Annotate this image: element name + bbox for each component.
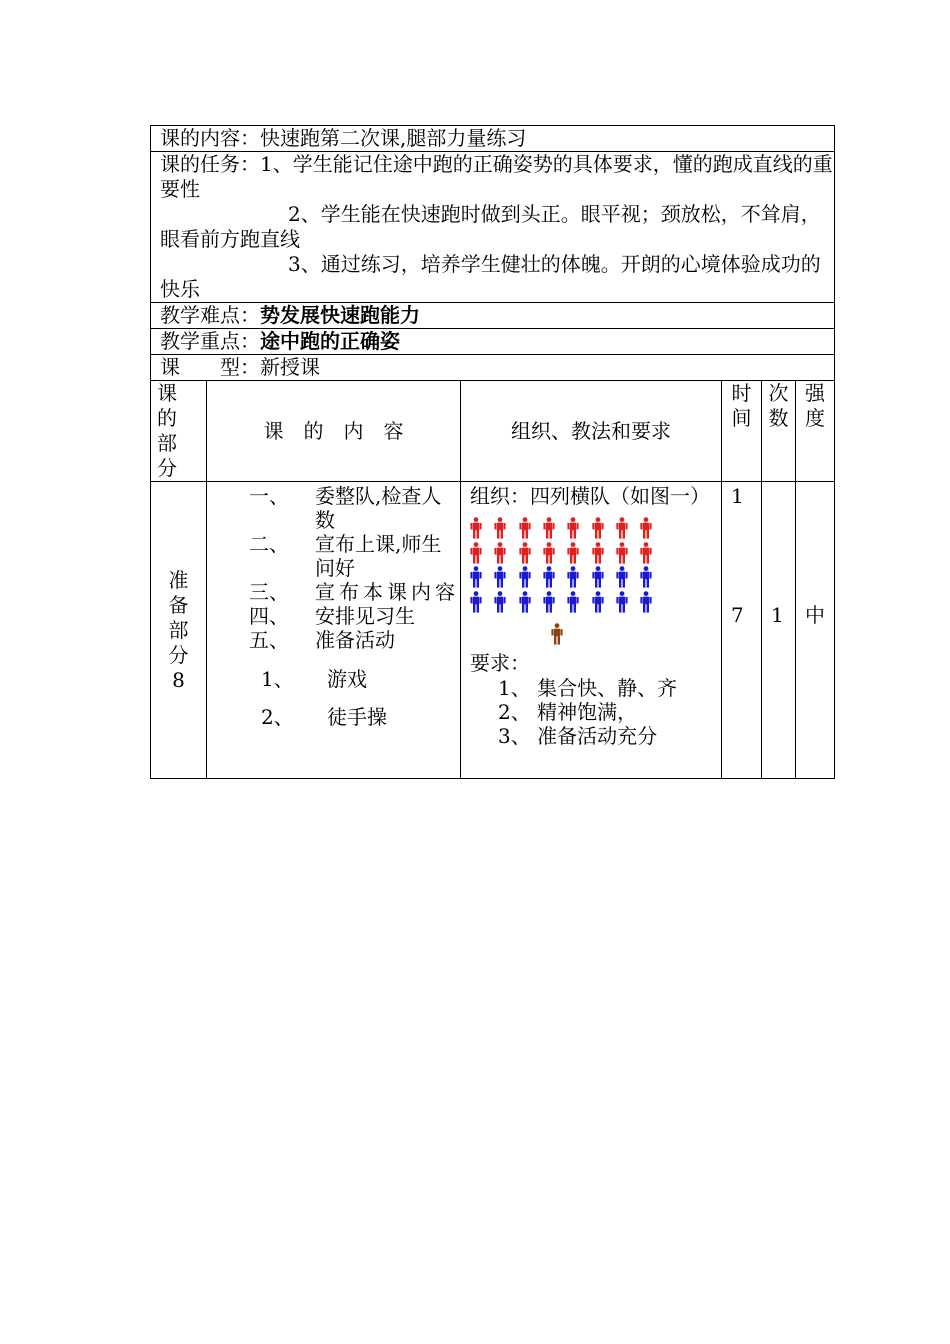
girl-student-icon: [592, 542, 604, 564]
header-count: [762, 381, 796, 482]
requirement-item: 2、 精神饱满，: [498, 700, 638, 724]
girl-student-icon: [543, 517, 555, 539]
boy-student-icon: [494, 566, 506, 588]
task-1: 1、学生能记住途中跑的正确姿势的具体要求，懂的跑成直线的重要性: [160, 152, 833, 201]
girl-student-icon: [519, 542, 531, 564]
list-item-text: 宣布上课,师生问好: [315, 532, 442, 580]
list-item-number: 五、: [249, 628, 289, 652]
list-item: [249, 532, 460, 580]
key-label: 教学重点：: [160, 329, 260, 353]
requirements-label: 要求：: [470, 651, 530, 675]
header-content: 课 的 内 容: [207, 381, 461, 482]
row-content: [151, 126, 835, 152]
count-value: 1: [771, 603, 784, 627]
list-item: [217, 698, 460, 736]
list-item-text: 宣布本课内容: [315, 580, 459, 604]
difficulty-value: 势发展快速跑能力: [260, 303, 420, 327]
header-intensity-char: 度: [805, 406, 826, 430]
requirements-list: [470, 676, 721, 748]
row-type: [151, 355, 835, 381]
key-value: 途中跑的正确姿: [260, 329, 400, 353]
prep-part: [151, 482, 207, 779]
header-intensity-char: 强: [805, 381, 826, 405]
list-item: [249, 628, 460, 652]
list-item-number: 四、: [249, 604, 289, 628]
row-difficulty: [151, 303, 835, 329]
boy-student-icon: [470, 591, 482, 613]
boy-student-icon: [567, 566, 579, 588]
boy-student-icon: [616, 566, 628, 588]
list-item-number: 一、: [249, 484, 289, 508]
boy-student-icon: [543, 591, 555, 613]
list-item-number: 1、: [261, 667, 294, 691]
girl-student-icon: [616, 542, 628, 564]
girl-student-icon: [494, 517, 506, 539]
time-value-top: 1: [731, 484, 744, 508]
header-time-char: 时: [731, 381, 752, 405]
row-preparation: [151, 482, 835, 779]
list-item-number: 2、: [261, 705, 294, 729]
time-value-bottom: 7: [731, 603, 744, 627]
girl-student-icon: [543, 542, 555, 564]
boy-student-icon: [519, 566, 531, 588]
row-tasks: [151, 152, 835, 303]
prep-content: [207, 482, 461, 779]
requirement-item: 1、 集合快、静、齐: [498, 676, 678, 700]
teacher-icon: [551, 623, 563, 645]
header-count-char: 次: [768, 381, 789, 405]
list-item-text: 徒手操: [327, 705, 387, 729]
girl-student-icon: [519, 517, 531, 539]
content-label: 课的内容：: [160, 126, 260, 150]
type-label: 课 型：: [160, 355, 260, 379]
prep-intensity: [796, 482, 835, 779]
girl-student-icon: [494, 542, 506, 564]
task-2: 2、学生能在快速跑时做到头正。眼平视；颈放松，不耸肩，眼看前方跑直线: [160, 202, 821, 251]
list-item: [249, 484, 460, 532]
boy-student-icon: [494, 591, 506, 613]
list-item-number: 三、: [249, 580, 289, 604]
formation-diagram: [470, 511, 720, 651]
header-count-char: 数: [768, 406, 789, 430]
list-item-text: 安排见习生: [315, 604, 415, 628]
row-column-headers: [151, 381, 835, 482]
boy-student-icon: [592, 591, 604, 613]
row-key-point: [151, 329, 835, 355]
list-item-number: 二、: [249, 532, 289, 556]
prep-time: [722, 482, 762, 779]
boy-student-icon: [567, 591, 579, 613]
content-value: 快速跑第二次课,腿部力量练习: [260, 126, 527, 150]
girl-student-icon: [567, 542, 579, 564]
boy-student-icon: [519, 591, 531, 613]
header-part: [151, 381, 207, 482]
header-part-char: 分: [157, 456, 177, 480]
boy-student-icon: [592, 566, 604, 588]
list-item: [249, 580, 460, 604]
girl-student-icon: [470, 542, 482, 564]
list-item-text: 准备活动: [315, 628, 395, 652]
girl-student-icon: [640, 517, 652, 539]
header-part-char: 部: [157, 431, 177, 455]
boy-student-icon: [543, 566, 555, 588]
task-label: 课的任务：: [160, 152, 260, 176]
list-item-text: 委整队,检查人数: [315, 484, 442, 532]
prep-subitem-list: [217, 660, 460, 736]
girl-student-icon: [616, 517, 628, 539]
task-3: 3、通过练习，培养学生健壮的体魄。开朗的心境体验成功的快乐: [160, 252, 821, 301]
girl-student-icon: [640, 542, 652, 564]
lesson-plan: [150, 125, 834, 779]
boy-student-icon: [640, 566, 652, 588]
header-part-char: 课: [157, 381, 177, 405]
prep-part-char: 分: [168, 642, 189, 667]
type-value: 新授课: [260, 355, 320, 379]
prep-part-char: 备: [168, 592, 189, 617]
prep-item-list: [217, 484, 460, 652]
list-item: [249, 604, 460, 628]
organization-label: 组织：四列横队（如图一）: [470, 484, 710, 508]
boy-student-icon: [640, 591, 652, 613]
girl-student-icon: [470, 517, 482, 539]
header-intensity: [796, 381, 835, 482]
girl-student-icon: [592, 517, 604, 539]
boy-student-icon: [616, 591, 628, 613]
prep-part-char: 准: [168, 567, 189, 592]
header-organization: 组织、教法和要求: [461, 381, 722, 482]
boy-student-icon: [470, 566, 482, 588]
lesson-plan-table: [150, 125, 835, 779]
list-item-text: 游戏: [327, 667, 367, 691]
prep-organization: [461, 482, 722, 779]
prep-part-char: 部: [168, 617, 189, 642]
header-part-char: 的: [157, 406, 177, 430]
header-time-char: 间: [731, 406, 752, 430]
intensity-value: 中: [805, 603, 825, 627]
difficulty-label: 教学难点：: [160, 303, 260, 327]
prep-part-char: 8: [172, 667, 185, 692]
requirement-item: 3、 准备活动充分: [498, 724, 658, 748]
prep-count: [762, 482, 796, 779]
girl-student-icon: [567, 517, 579, 539]
list-item: [217, 660, 460, 698]
header-time: [722, 381, 762, 482]
